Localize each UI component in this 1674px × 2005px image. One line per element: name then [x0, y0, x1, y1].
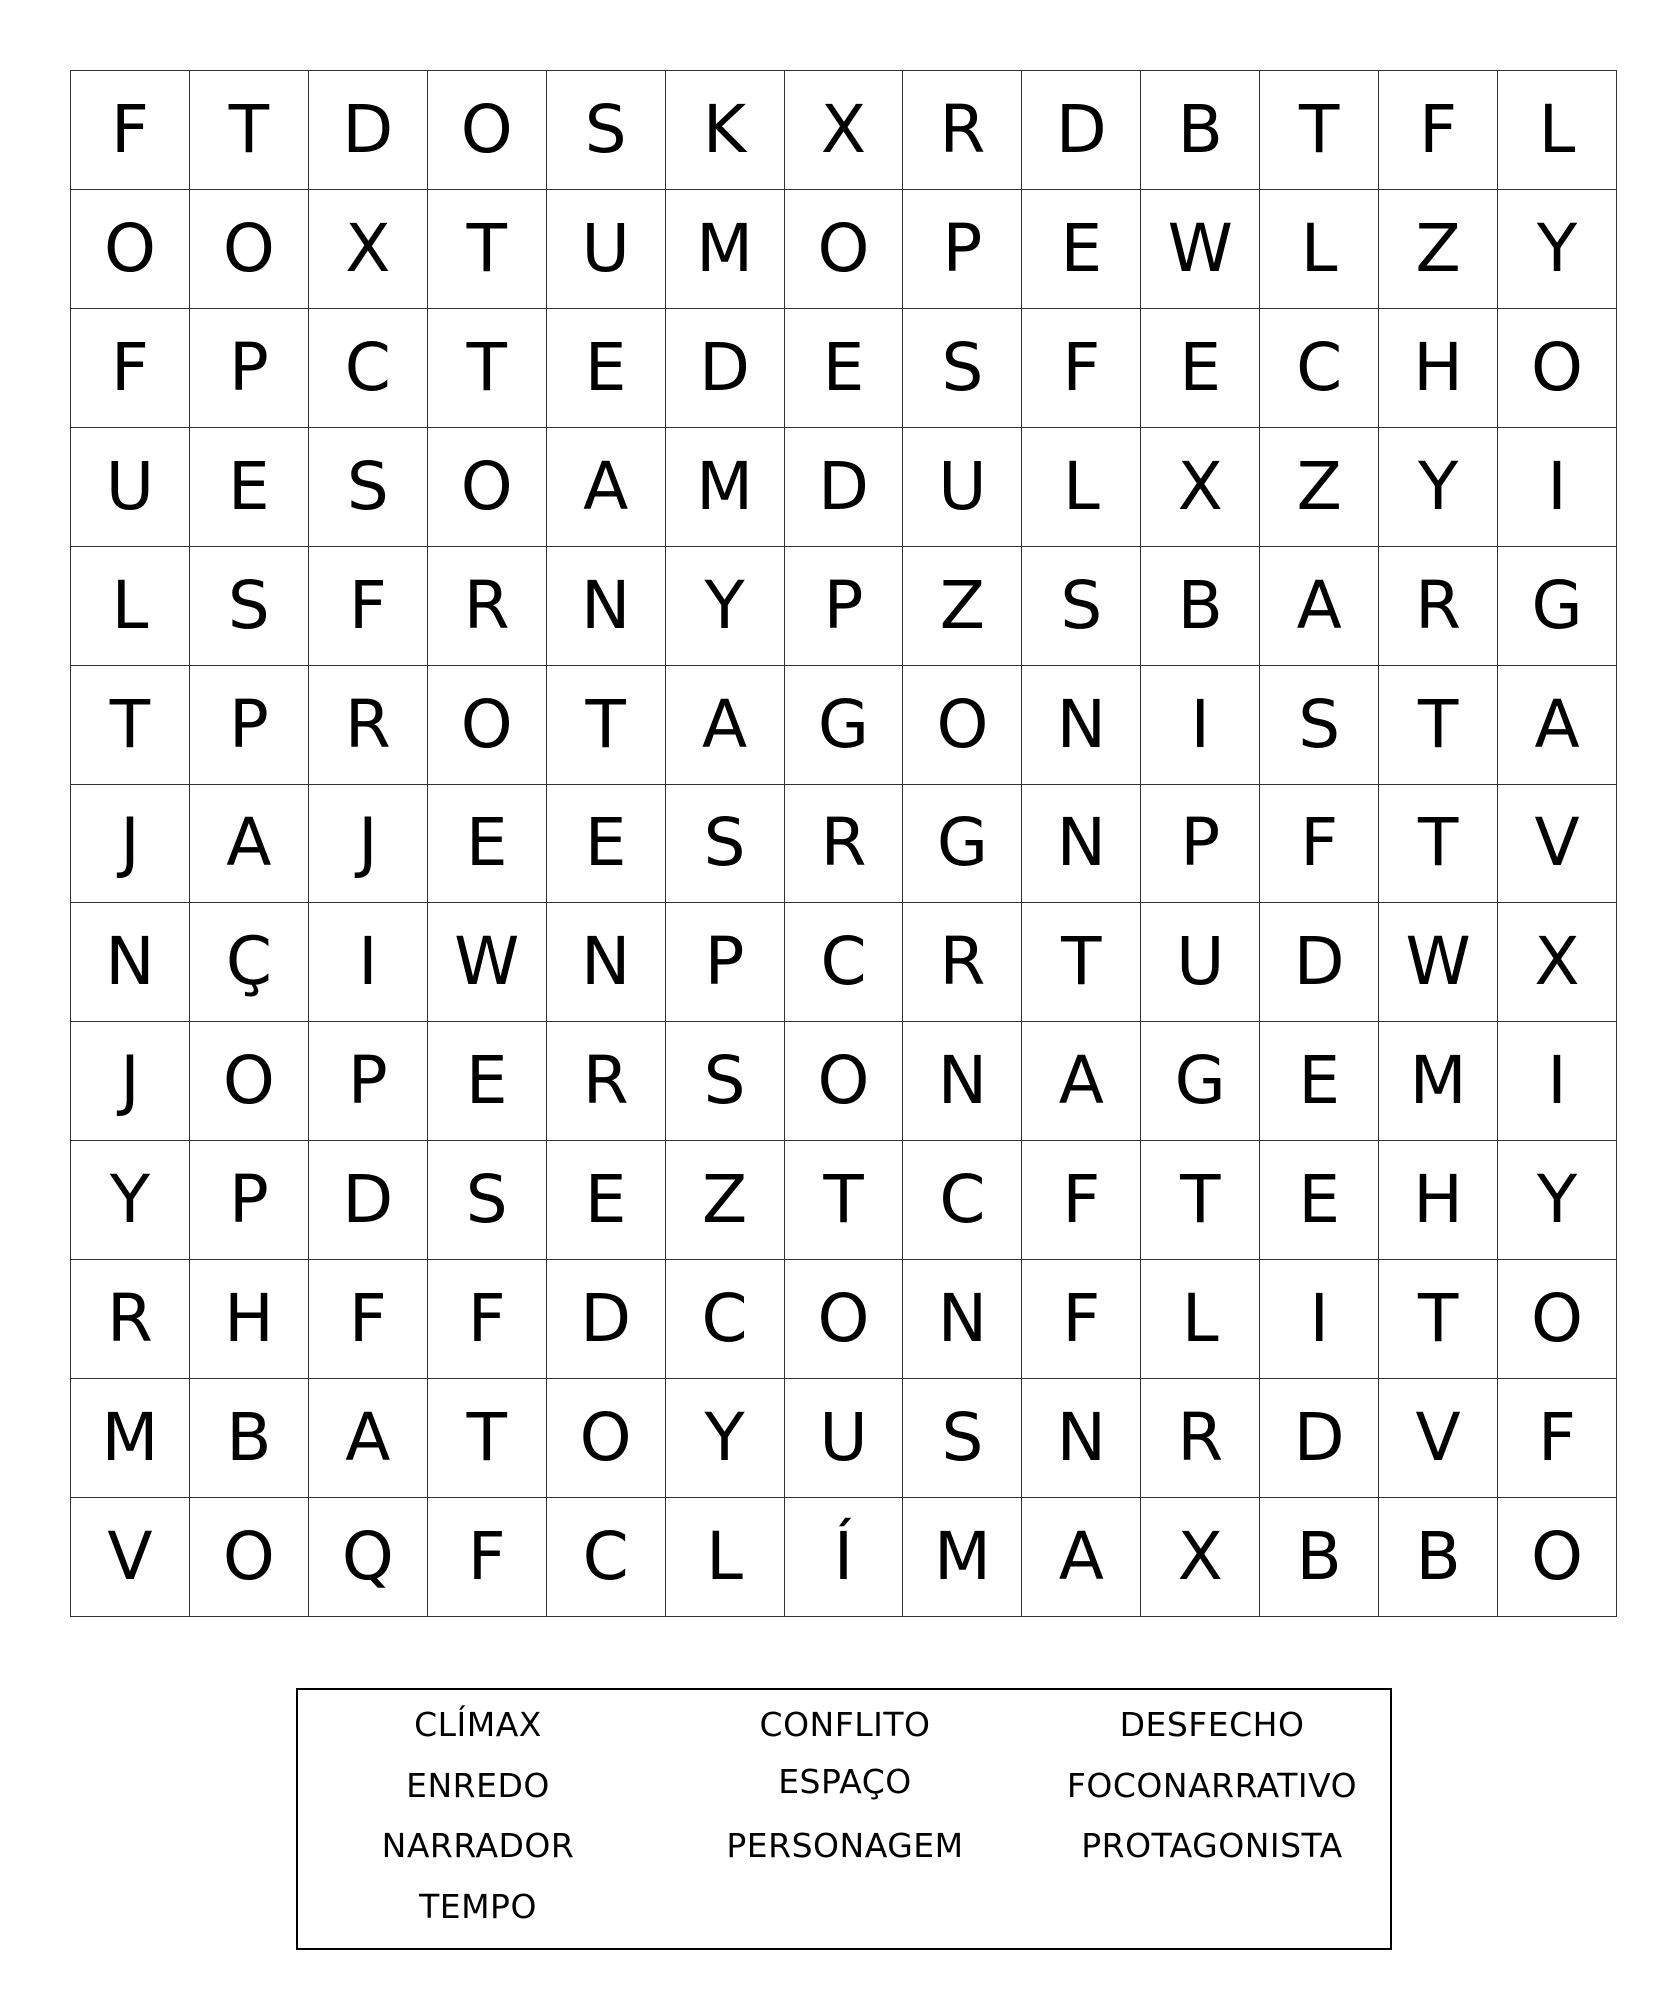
grid-cell[interactable]: N: [71, 903, 190, 1022]
grid-cell[interactable]: D: [309, 1141, 428, 1260]
grid-cell[interactable]: S: [190, 547, 309, 666]
grid-cell[interactable]: V: [1498, 785, 1617, 904]
word-bank: [296, 1688, 1392, 1950]
grid-cell[interactable]: X: [1498, 903, 1617, 1022]
grid-cell[interactable]: U: [71, 428, 190, 547]
grid-cell[interactable]: J: [71, 1022, 190, 1141]
grid-cell[interactable]: P: [190, 1141, 309, 1260]
grid-cell[interactable]: N: [547, 547, 666, 666]
grid-cell[interactable]: X: [1141, 1498, 1260, 1617]
grid-cell[interactable]: V: [1379, 1379, 1498, 1498]
word-bank-item: TEMPO: [419, 1887, 537, 1926]
grid-cell[interactable]: K: [666, 71, 785, 190]
grid-cell[interactable]: T: [1379, 785, 1498, 904]
grid-cell[interactable]: F: [1260, 785, 1379, 904]
grid-cell[interactable]: D: [666, 309, 785, 428]
grid-cell[interactable]: Z: [1379, 190, 1498, 309]
grid-cell[interactable]: S: [1022, 547, 1141, 666]
grid-cell[interactable]: C: [547, 1498, 666, 1617]
grid-cell[interactable]: F: [428, 1498, 547, 1617]
grid-cell[interactable]: J: [71, 785, 190, 904]
grid-cell[interactable]: B: [1260, 1498, 1379, 1617]
grid-cell[interactable]: F: [309, 1260, 428, 1379]
grid-cell[interactable]: E: [1141, 309, 1260, 428]
grid-cell[interactable]: H: [1379, 1141, 1498, 1260]
grid-cell[interactable]: L: [1260, 190, 1379, 309]
grid-cell[interactable]: G: [903, 785, 1022, 904]
grid-cell[interactable]: D: [1022, 71, 1141, 190]
grid-cell[interactable]: A: [190, 785, 309, 904]
grid-cell[interactable]: L: [1498, 71, 1617, 190]
grid-cell[interactable]: D: [1260, 1379, 1379, 1498]
grid-cell[interactable]: T: [1260, 71, 1379, 190]
grid-cell[interactable]: R: [1141, 1379, 1260, 1498]
grid-cell[interactable]: O: [190, 1498, 309, 1617]
grid-cell[interactable]: H: [190, 1260, 309, 1379]
grid-cell[interactable]: O: [1498, 1260, 1617, 1379]
grid-cell[interactable]: I: [309, 903, 428, 1022]
grid-cell[interactable]: X: [1141, 428, 1260, 547]
grid-cell[interactable]: T: [1379, 1260, 1498, 1379]
grid-cell[interactable]: W: [1379, 903, 1498, 1022]
grid-cell[interactable]: R: [903, 71, 1022, 190]
word-bank-item: PERSONAGEM: [726, 1826, 964, 1865]
grid-cell[interactable]: L: [666, 1498, 785, 1617]
grid-cell[interactable]: T: [428, 190, 547, 309]
grid-cell[interactable]: O: [190, 190, 309, 309]
grid-cell[interactable]: E: [190, 428, 309, 547]
grid-cell[interactable]: F: [1022, 1260, 1141, 1379]
grid-cell[interactable]: V: [71, 1498, 190, 1617]
grid-cell[interactable]: M: [903, 1498, 1022, 1617]
grid-cell[interactable]: D: [309, 71, 428, 190]
grid-cell[interactable]: E: [547, 1141, 666, 1260]
grid-cell[interactable]: N: [547, 903, 666, 1022]
grid-cell[interactable]: T: [1379, 666, 1498, 785]
grid-cell[interactable]: F: [1022, 309, 1141, 428]
grid-cell[interactable]: D: [785, 428, 904, 547]
grid-cell[interactable]: O: [190, 1022, 309, 1141]
grid-cell[interactable]: M: [71, 1379, 190, 1498]
grid-cell[interactable]: O: [785, 1022, 904, 1141]
grid-cell[interactable]: Z: [903, 547, 1022, 666]
grid-cell[interactable]: E: [1022, 190, 1141, 309]
grid-cell[interactable]: R: [309, 666, 428, 785]
grid-cell[interactable]: N: [1022, 1379, 1141, 1498]
grid-cell[interactable]: U: [547, 190, 666, 309]
grid-cell[interactable]: S: [666, 1022, 785, 1141]
grid-cell[interactable]: A: [309, 1379, 428, 1498]
grid-cell[interactable]: S: [309, 428, 428, 547]
grid-cell[interactable]: A: [547, 428, 666, 547]
grid-cell[interactable]: Ç: [190, 903, 309, 1022]
grid-cell[interactable]: O: [785, 1260, 904, 1379]
grid-cell[interactable]: A: [666, 666, 785, 785]
grid-cell[interactable]: T: [1141, 1141, 1260, 1260]
grid-cell[interactable]: B: [1141, 547, 1260, 666]
grid-cell[interactable]: C: [903, 1141, 1022, 1260]
grid-cell[interactable]: Y: [71, 1141, 190, 1260]
grid-cell[interactable]: U: [903, 428, 1022, 547]
grid-cell[interactable]: F: [1379, 71, 1498, 190]
grid-cell[interactable]: R: [785, 785, 904, 904]
grid-cell[interactable]: N: [903, 1022, 1022, 1141]
grid-cell[interactable]: G: [1141, 1022, 1260, 1141]
grid-cell[interactable]: S: [666, 785, 785, 904]
grid-cell[interactable]: R: [903, 903, 1022, 1022]
grid-cell[interactable]: B: [190, 1379, 309, 1498]
grid-cell[interactable]: T: [1022, 903, 1141, 1022]
grid-cell[interactable]: C: [666, 1260, 785, 1379]
word-bank-item: ESPAÇO: [778, 1762, 912, 1801]
word-bank-item: DESFECHO: [1119, 1705, 1305, 1744]
grid-cell[interactable]: I: [1498, 428, 1617, 547]
grid-cell[interactable]: X: [785, 71, 904, 190]
word-search-grid: [70, 70, 1617, 1617]
grid-cell[interactable]: P: [190, 666, 309, 785]
grid-cell[interactable]: I: [1141, 666, 1260, 785]
grid-cell[interactable]: R: [547, 1022, 666, 1141]
grid-cell[interactable]: A: [1022, 1022, 1141, 1141]
grid-cell[interactable]: E: [547, 785, 666, 904]
grid-cell[interactable]: Í: [785, 1498, 904, 1617]
word-bank-item: FOCONARRATIVO: [1066, 1766, 1358, 1805]
grid-cell[interactable]: L: [71, 547, 190, 666]
grid-cell[interactable]: B: [1141, 71, 1260, 190]
grid-cell[interactable]: W: [1141, 190, 1260, 309]
grid-cell[interactable]: U: [785, 1379, 904, 1498]
grid-cell[interactable]: T: [428, 309, 547, 428]
grid-cell[interactable]: L: [1141, 1260, 1260, 1379]
grid-cell[interactable]: B: [1379, 1498, 1498, 1617]
grid-cell[interactable]: F: [71, 309, 190, 428]
grid-cell[interactable]: O: [428, 71, 547, 190]
grid-cell[interactable]: M: [666, 190, 785, 309]
grid-cell[interactable]: O: [71, 190, 190, 309]
grid-cell[interactable]: Y: [666, 1379, 785, 1498]
grid-cell[interactable]: Y: [1379, 428, 1498, 547]
grid-cell[interactable]: S: [1260, 666, 1379, 785]
word-bank-item: CLÍMAX: [414, 1705, 542, 1744]
grid-cell[interactable]: C: [785, 903, 904, 1022]
grid-cell[interactable]: Z: [1260, 428, 1379, 547]
grid-cell[interactable]: E: [1260, 1141, 1379, 1260]
grid-cell[interactable]: T: [547, 666, 666, 785]
grid-cell[interactable]: O: [428, 428, 547, 547]
grid-cell[interactable]: L: [1022, 428, 1141, 547]
grid-cell[interactable]: S: [547, 71, 666, 190]
grid-cell[interactable]: E: [428, 785, 547, 904]
word-bank-item: ENREDO: [406, 1766, 550, 1805]
grid-cell[interactable]: O: [1498, 1498, 1617, 1617]
grid-cell[interactable]: S: [428, 1141, 547, 1260]
grid-cell[interactable]: G: [785, 666, 904, 785]
grid-cell[interactable]: X: [309, 190, 428, 309]
grid-cell[interactable]: Y: [1498, 1141, 1617, 1260]
grid-cell[interactable]: M: [1379, 1022, 1498, 1141]
grid-cell[interactable]: P: [309, 1022, 428, 1141]
grid-cell[interactable]: E: [547, 309, 666, 428]
grid-cell[interactable]: Y: [666, 547, 785, 666]
grid-cell[interactable]: Q: [309, 1498, 428, 1617]
grid-cell[interactable]: T: [785, 1141, 904, 1260]
grid-cell[interactable]: Y: [1498, 190, 1617, 309]
grid-cell[interactable]: T: [71, 666, 190, 785]
grid-cell[interactable]: R: [71, 1260, 190, 1379]
grid-cell[interactable]: F: [71, 71, 190, 190]
grid-cell[interactable]: T: [190, 71, 309, 190]
grid-cell[interactable]: F: [1498, 1379, 1617, 1498]
grid-cell[interactable]: D: [1260, 903, 1379, 1022]
grid-cell[interactable]: P: [1141, 785, 1260, 904]
grid-cell[interactable]: O: [547, 1379, 666, 1498]
grid-cell[interactable]: O: [428, 666, 547, 785]
grid-cell[interactable]: D: [547, 1260, 666, 1379]
grid-cell[interactable]: O: [785, 190, 904, 309]
grid-cell[interactable]: F: [309, 547, 428, 666]
word-bank-item: CONFLITO: [759, 1705, 931, 1744]
grid-cell[interactable]: E: [1260, 1022, 1379, 1141]
grid-cell[interactable]: O: [903, 666, 1022, 785]
grid-cell[interactable]: N: [1022, 666, 1141, 785]
grid-cell[interactable]: N: [1022, 785, 1141, 904]
grid-cell[interactable]: N: [903, 1260, 1022, 1379]
grid-cell[interactable]: T: [428, 1379, 547, 1498]
grid-cell[interactable]: O: [1498, 309, 1617, 428]
grid-cell[interactable]: W: [428, 903, 547, 1022]
grid-cell[interactable]: S: [903, 309, 1022, 428]
grid-cell[interactable]: C: [309, 309, 428, 428]
word-bank-item: NARRADOR: [381, 1826, 575, 1865]
word-bank-item: PROTAGONISTA: [1081, 1826, 1343, 1865]
grid-cell[interactable]: I: [1498, 1022, 1617, 1141]
grid-cell[interactable]: Z: [666, 1141, 785, 1260]
grid-cell[interactable]: F: [1022, 1141, 1141, 1260]
grid-cell[interactable]: U: [1141, 903, 1260, 1022]
grid-cell[interactable]: E: [428, 1022, 547, 1141]
grid-cell[interactable]: A: [1022, 1498, 1141, 1617]
grid-cell[interactable]: R: [1379, 547, 1498, 666]
grid-cell[interactable]: I: [1260, 1260, 1379, 1379]
grid-cell[interactable]: P: [903, 190, 1022, 309]
grid-cell[interactable]: E: [785, 309, 904, 428]
grid-cell[interactable]: J: [309, 785, 428, 904]
grid-cell[interactable]: P: [666, 903, 785, 1022]
grid-cell[interactable]: R: [428, 547, 547, 666]
grid-cell[interactable]: F: [428, 1260, 547, 1379]
grid-cell[interactable]: C: [1260, 309, 1379, 428]
grid-cell[interactable]: S: [903, 1379, 1022, 1498]
grid-cell[interactable]: A: [1260, 547, 1379, 666]
grid-cell[interactable]: G: [1498, 547, 1617, 666]
grid-cell[interactable]: P: [785, 547, 904, 666]
grid-cell[interactable]: H: [1379, 309, 1498, 428]
grid-cell[interactable]: A: [1498, 666, 1617, 785]
grid-cell[interactable]: M: [666, 428, 785, 547]
grid-cell[interactable]: P: [190, 309, 309, 428]
